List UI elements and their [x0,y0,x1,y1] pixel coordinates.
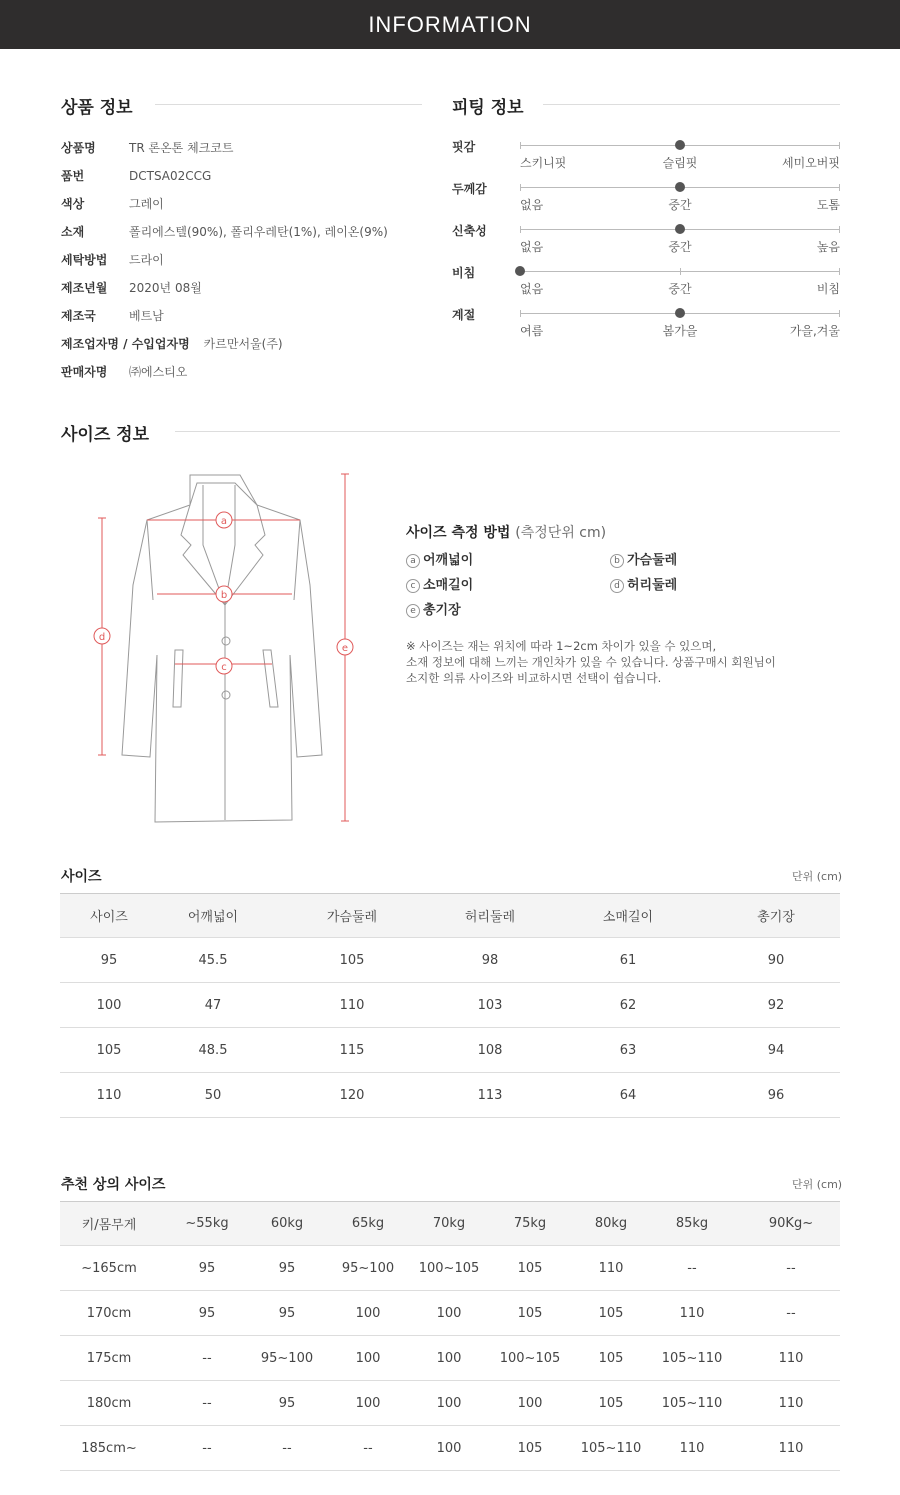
table-header-cell: 허리둘레 [436,894,544,938]
product-info-key: 상품명 [61,141,96,155]
table-header-cell: 60kg [256,1202,318,1246]
legend-marker: a [406,554,420,568]
fit-selected-dot [675,140,685,150]
fit-option: 중간 [668,198,692,212]
fit-label: 핏감 [452,140,476,154]
fit-scale-tick [680,268,681,275]
fit-option: 가을,겨울 [789,324,840,338]
divider [543,104,840,105]
product-info-key: 소재 [61,225,85,239]
fit-label: 두께감 [452,182,487,196]
table-cell: 105 [60,1028,158,1073]
product-info-value: ㈜에스티오 [129,365,188,379]
fit-selected-dot [675,308,685,318]
rec-table-unit: 단위 (cm) [792,1178,843,1191]
table-cell: 110 [60,1073,158,1118]
table-header-cell: 85kg [642,1202,742,1246]
marker-letter: d [98,632,106,643]
size-table-unit: 단위 (cm) [792,870,843,883]
legend-item [406,549,473,568]
product-info-key: 품번 [61,169,85,183]
product-info-value: 그레이 [129,197,164,211]
table-row [60,1073,840,1118]
product-info-value: 카르만서울(주) [203,337,283,351]
table-cell: 48.5 [158,1028,268,1073]
measure-method-label: 사이즈 측정 방법 [406,525,511,541]
product-info-row [61,334,283,354]
table-cell: 100 [318,1336,418,1381]
fit-selected-dot [675,224,685,234]
fit-label: 비침 [452,266,476,280]
fit-selected-dot [515,266,525,276]
table-cell: 100 [318,1291,418,1336]
table-cell: 185cm~ [60,1426,158,1471]
table-header-cell: 75kg [480,1202,580,1246]
table-cell: 105 [480,1291,580,1336]
table-cell: 170cm [60,1291,158,1336]
fit-option: 여름 [520,324,544,338]
product-info-value: DCTSA02CCG [129,169,212,183]
fit-option: 없음 [520,240,544,254]
fit-option: 스키니핏 [520,156,567,170]
table-row [60,1336,840,1381]
table-cell: 95~100 [318,1246,418,1291]
fit-scale-tick [839,268,840,275]
table-cell: 100 [60,983,158,1028]
note-line: 소재 정보에 대해 느끼는 개인차가 있을 수 있습니다. 상품구매시 회원님이 [406,655,776,669]
table-row [60,1381,840,1426]
fit-scale-tick [520,142,521,149]
product-info-title: 상품 정보 [61,98,133,118]
fit-option: 중간 [668,240,692,254]
table-header-cell: 어깨넓이 [158,894,268,938]
measure-unit: (측정단위 cm) [515,525,607,541]
table-cell: 110 [268,983,436,1028]
table-cell: 110 [742,1381,840,1426]
table-cell: -- [318,1426,418,1471]
table-cell: 110 [742,1426,840,1471]
table-cell: 110 [742,1336,840,1381]
table-header-cell: ~55kg [158,1202,256,1246]
table-header-row [60,894,840,938]
table-cell: 105 [580,1291,642,1336]
table-header-cell: 80kg [580,1202,642,1246]
table-cell: 95 [256,1246,318,1291]
table-row [60,1291,840,1336]
fit-option: 없음 [520,198,544,212]
fit-option: 슬림핏 [662,156,698,170]
table-cell: 105~110 [642,1381,742,1426]
legend-marker: d [610,579,624,593]
table-header-row [60,1202,840,1246]
table-cell: 103 [436,983,544,1028]
fit-label: 신축성 [452,224,487,238]
product-info-row [61,362,187,382]
table-cell: 47 [158,983,268,1028]
table-cell: 115 [268,1028,436,1073]
table-cell: 105 [268,938,436,983]
table-row [60,1246,840,1291]
table-row [60,1426,840,1471]
fit-option: 도톰 [816,198,840,212]
table-cell: 108 [436,1028,544,1073]
table-row [60,983,840,1028]
table-cell: 100~105 [418,1246,480,1291]
table-cell: ~165cm [60,1246,158,1291]
table-cell: 95~100 [256,1336,318,1381]
product-info-row [61,278,202,298]
table-cell: 95 [256,1291,318,1336]
product-info-key: 제조년월 [61,281,108,295]
fit-label: 계절 [452,308,476,322]
fit-option: 비침 [816,282,840,296]
table-cell: 64 [544,1073,712,1118]
table-cell: 45.5 [158,938,268,983]
fit-scale-tick [520,226,521,233]
legend-label: 가슴둘레 [627,553,678,568]
table-cell: 120 [268,1073,436,1118]
table-cell: 175cm [60,1336,158,1381]
fit-scale-tick [520,184,521,191]
table-cell: -- [158,1381,256,1426]
legend-marker: b [610,554,624,568]
legend-marker: e [406,604,420,618]
rec-table-title: 추천 상의 사이즈 [61,1177,166,1193]
fit-scale-tick [839,310,840,317]
table-header-cell: 키/몸무게 [60,1202,158,1246]
product-info-row [61,166,211,186]
table-cell: 100 [418,1426,480,1471]
table-cell: 105~110 [642,1336,742,1381]
fit-scale-track [520,271,840,272]
product-info-value: 드라이 [129,253,164,267]
recommended-size-table [60,1201,840,1471]
table-cell: 105 [480,1426,580,1471]
marker-letter: c [221,662,227,673]
size-table-title: 사이즈 [61,869,102,885]
table-cell: 100 [418,1291,480,1336]
divider [175,431,840,432]
fit-option: 중간 [668,282,692,296]
product-info-key: 색상 [61,197,85,211]
table-cell: 90 [712,938,840,983]
measure-method-title [406,522,606,542]
table-cell: 95 [60,938,158,983]
fit-option: 봄가을 [662,324,698,338]
product-info-value: 폴리에스텔(90%), 폴리우레탄(1%), 레이온(9%) [129,225,388,239]
table-cell: -- [158,1336,256,1381]
coat-diagram [85,465,375,830]
legend-label: 총기장 [423,603,461,618]
table-cell: 95 [158,1246,256,1291]
table-header-cell: 90Kg~ [742,1202,840,1246]
table-cell: 61 [544,938,712,983]
table-cell: 63 [544,1028,712,1073]
table-cell: -- [256,1426,318,1471]
marker-letter: a [220,516,228,527]
table-cell: -- [742,1246,840,1291]
fitting-info-title: 피팅 정보 [452,98,524,118]
size-table [60,893,840,1118]
product-info-row [61,250,164,270]
fit-option: 세미오버핏 [782,156,840,170]
legend-label: 허리둘레 [627,578,678,593]
table-header-cell: 가슴둘레 [268,894,436,938]
legend-item [406,574,473,593]
product-info-value: 베트남 [129,309,164,323]
marker-letter: b [220,590,228,601]
table-header-cell: 사이즈 [60,894,158,938]
legend-item [406,599,461,618]
product-info-value: TR 론온톤 체크코트 [129,141,234,155]
legend-item [610,549,677,568]
table-cell: 105~110 [580,1426,642,1471]
table-cell: 105 [480,1246,580,1291]
legend-label: 어깨넓이 [423,553,474,568]
table-row [60,1028,840,1073]
product-info-key: 판매자명 [61,365,108,379]
table-cell: 95 [158,1291,256,1336]
size-info-title: 사이즈 정보 [61,425,150,445]
table-cell: 62 [544,983,712,1028]
table-cell: -- [158,1426,256,1471]
table-header-cell: 65kg [318,1202,418,1246]
table-cell: 100~105 [480,1336,580,1381]
note-line: ※ 사이즈는 재는 위치에 따라 1~2cm 차이가 있을 수 있으며, [406,639,717,653]
table-header-cell: 소매길이 [544,894,712,938]
table-cell: 105 [580,1381,642,1426]
table-cell: 50 [158,1073,268,1118]
product-info-key: 제조업자명 / 수입업자명 [61,337,190,351]
divider [155,104,422,105]
product-info-row [61,306,164,326]
product-info-key: 세탁방법 [61,253,108,267]
table-row [60,938,840,983]
table-cell: 96 [712,1073,840,1118]
table-cell: 110 [642,1426,742,1471]
product-info-row [61,138,233,158]
fit-option: 높음 [816,240,840,254]
product-info-row [61,194,164,214]
table-cell: 100 [418,1336,480,1381]
fit-scale-tick [839,142,840,149]
table-cell: 95 [256,1381,318,1426]
table-cell: 100 [480,1381,580,1426]
size-note [406,638,776,686]
product-info-key: 제조국 [61,309,96,323]
table-header-cell: 총기장 [712,894,840,938]
product-info-value: 2020년 08월 [129,281,202,295]
table-cell: -- [642,1246,742,1291]
legend-label: 소매길이 [423,578,474,593]
table-cell: 100 [318,1381,418,1426]
table-header-cell: 70kg [418,1202,480,1246]
fit-option: 없음 [520,282,544,296]
legend-item [610,574,677,593]
table-cell: 110 [580,1246,642,1291]
table-cell: 113 [436,1073,544,1118]
table-cell: 180cm [60,1381,158,1426]
table-cell: 92 [712,983,840,1028]
fit-scale-tick [520,310,521,317]
marker-letter: e [341,643,349,654]
legend-marker: c [406,579,420,593]
product-info-row [61,222,388,242]
fit-scale-tick [839,184,840,191]
table-cell: 105 [580,1336,642,1381]
note-line: 소지한 의류 사이즈와 비교하시면 선택이 쉽습니다. [406,671,662,685]
table-cell: 94 [712,1028,840,1073]
fit-selected-dot [675,182,685,192]
fit-scale-tick [839,226,840,233]
information-header: INFORMATION [0,0,900,49]
table-cell: 100 [418,1381,480,1426]
table-cell: 98 [436,938,544,983]
table-cell: -- [742,1291,840,1336]
table-cell: 110 [642,1291,742,1336]
